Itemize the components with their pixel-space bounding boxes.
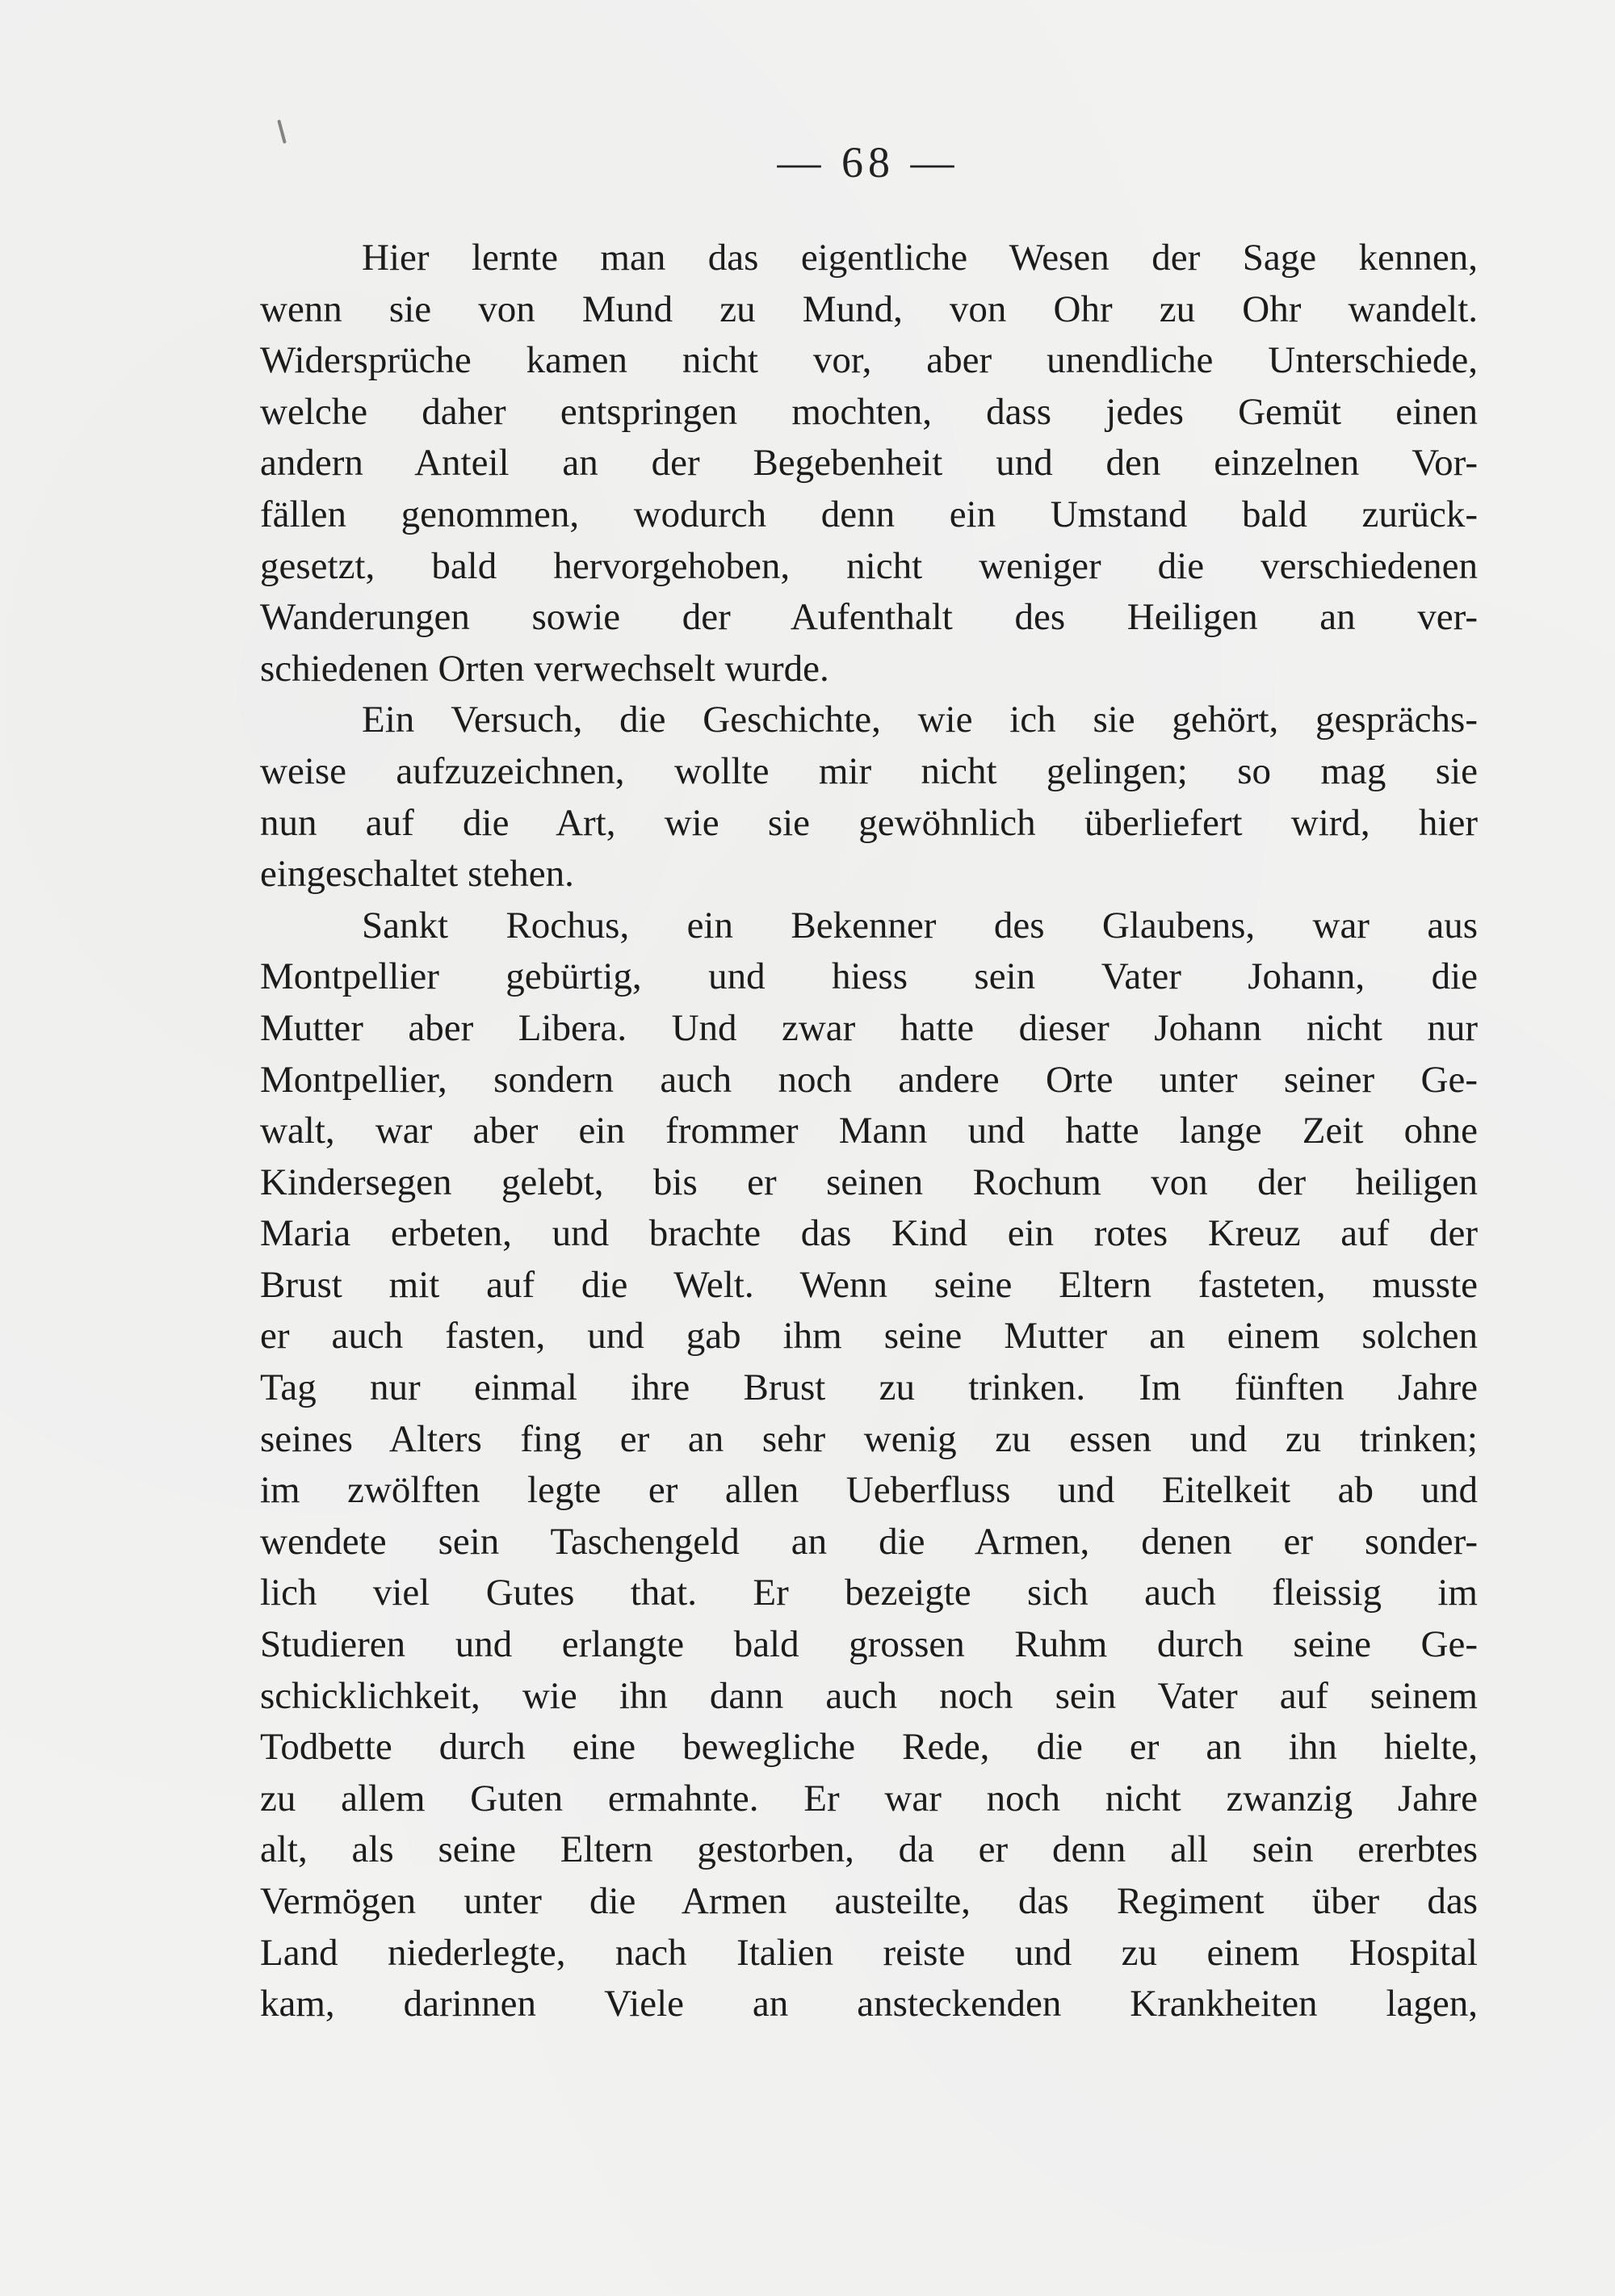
text-line: Land niederlegte, nach Italien reiste und zu einem Hospital [260, 1931, 1478, 1974]
text-line: fällen genommen, wodurch denn ein Umstand bald zurück- [260, 493, 1478, 535]
text-line: Montpellier, sondern auch noch andere Orte unter seiner Ge- [260, 1058, 1478, 1101]
text-line: alt, als seine Eltern gestorben, da er denn all sein ererbtes [260, 1828, 1478, 1871]
text-line: weise aufzuzeichnen, wollte mir nicht gelingen; so mag sie [260, 749, 1478, 792]
text-line: welche daher entspringen mochten, dass jedes Gemüt einen [260, 390, 1478, 433]
text-line: schicklichkeit, wie ihn dann auch noch sein Vater auf seinem [260, 1674, 1478, 1717]
text-line: Montpellier gebürtig, und hiess sein Vater Johann, die [260, 955, 1478, 998]
paragraph-1 [260, 233, 1478, 695]
text-line: andern Anteil an der Begebenheit und den einzelnen Vor- [260, 442, 1478, 485]
text-line: gesetzt, bald hervorgehoben, nicht weniger die verschiedenen [260, 544, 1478, 587]
text-line: Wanderungen sowie der Aufenthalt des Heiligen an ver- [260, 596, 1478, 639]
text-line: im zwölften legte er allen Ueberfluss und Eitelkeit ab und [260, 1469, 1478, 1512]
text-line: wendete sein Taschengeld an die Armen, denen er sonder- [260, 1520, 1478, 1563]
text-line: wenn sie von Mund zu Mund, von Ohr zu Ohr wandelt. [260, 288, 1478, 330]
text-line: Mutter aber Libera. Und zwar hatte dieser Johann nicht nur [260, 1006, 1478, 1049]
text-line: Studieren und erlangte bald grossen Ruhm durch seine Ge- [260, 1623, 1478, 1666]
text-line: Sankt Rochus, ein Bekenner des Glaubens, war aus [362, 904, 1478, 947]
text-line: Widersprüche kamen nicht vor, aber unendliche Unterschiede, [260, 339, 1478, 382]
text-line: Hier lernte man das eigentliche Wesen der Sage kennen, [362, 237, 1478, 279]
paragraph-2 [260, 695, 1478, 900]
text-line: Tag nur einmal ihre Brust zu trinken. Im fünften Jahre [260, 1366, 1478, 1409]
text-line: Kindersegen gelebt, bis er seinen Rochum von der heiligen [260, 1161, 1478, 1203]
text-line: Vermögen unter die Armen austeilte, das Regiment über das [260, 1880, 1478, 1922]
text-line: schiedenen Orten verwechselt wurde. [260, 647, 829, 690]
text-line: lich viel Gutes that. Er bezeigte sich auch fleissig im [260, 1572, 1478, 1614]
text-line: seines Alters fing er an sehr wenig zu essen und zu trinken; [260, 1417, 1478, 1460]
text-line: Ein Versuch, die Geschichte, wie ich sie gehört, gesprächs- [362, 699, 1478, 741]
text-line: Maria erbeten, und brachte das Kind ein rotes Kreuz auf der [260, 1212, 1478, 1255]
text-line: nun auf die Art, wie sie gewöhnlich überliefert wird, hier [260, 801, 1478, 844]
page-number: — 68 — [777, 138, 959, 187]
text-line: Todbette durch eine bewegliche Rede, die er an ihn hielte, [260, 1726, 1478, 1769]
text-line: zu allem Guten ermahnte. Er war noch nicht zwanzig Jahre [260, 1777, 1478, 1820]
text-line: kam, darinnen Viele an ansteckenden Krankheiten lagen, [260, 1983, 1478, 2025]
paragraph-3 [260, 900, 1478, 2030]
text-line: Brust mit auf die Welt. Wenn seine Eltern fasteten, musste [260, 1263, 1478, 1306]
text-line: eingeschaltet stehen. [260, 853, 574, 896]
body-text [260, 233, 1478, 2030]
text-line: walt, war aber ein frommer Mann und hatte lange Zeit ohne [260, 1110, 1478, 1152]
text-line: er auch fasten, und gab ihm seine Mutter an einem solchen [260, 1315, 1478, 1358]
